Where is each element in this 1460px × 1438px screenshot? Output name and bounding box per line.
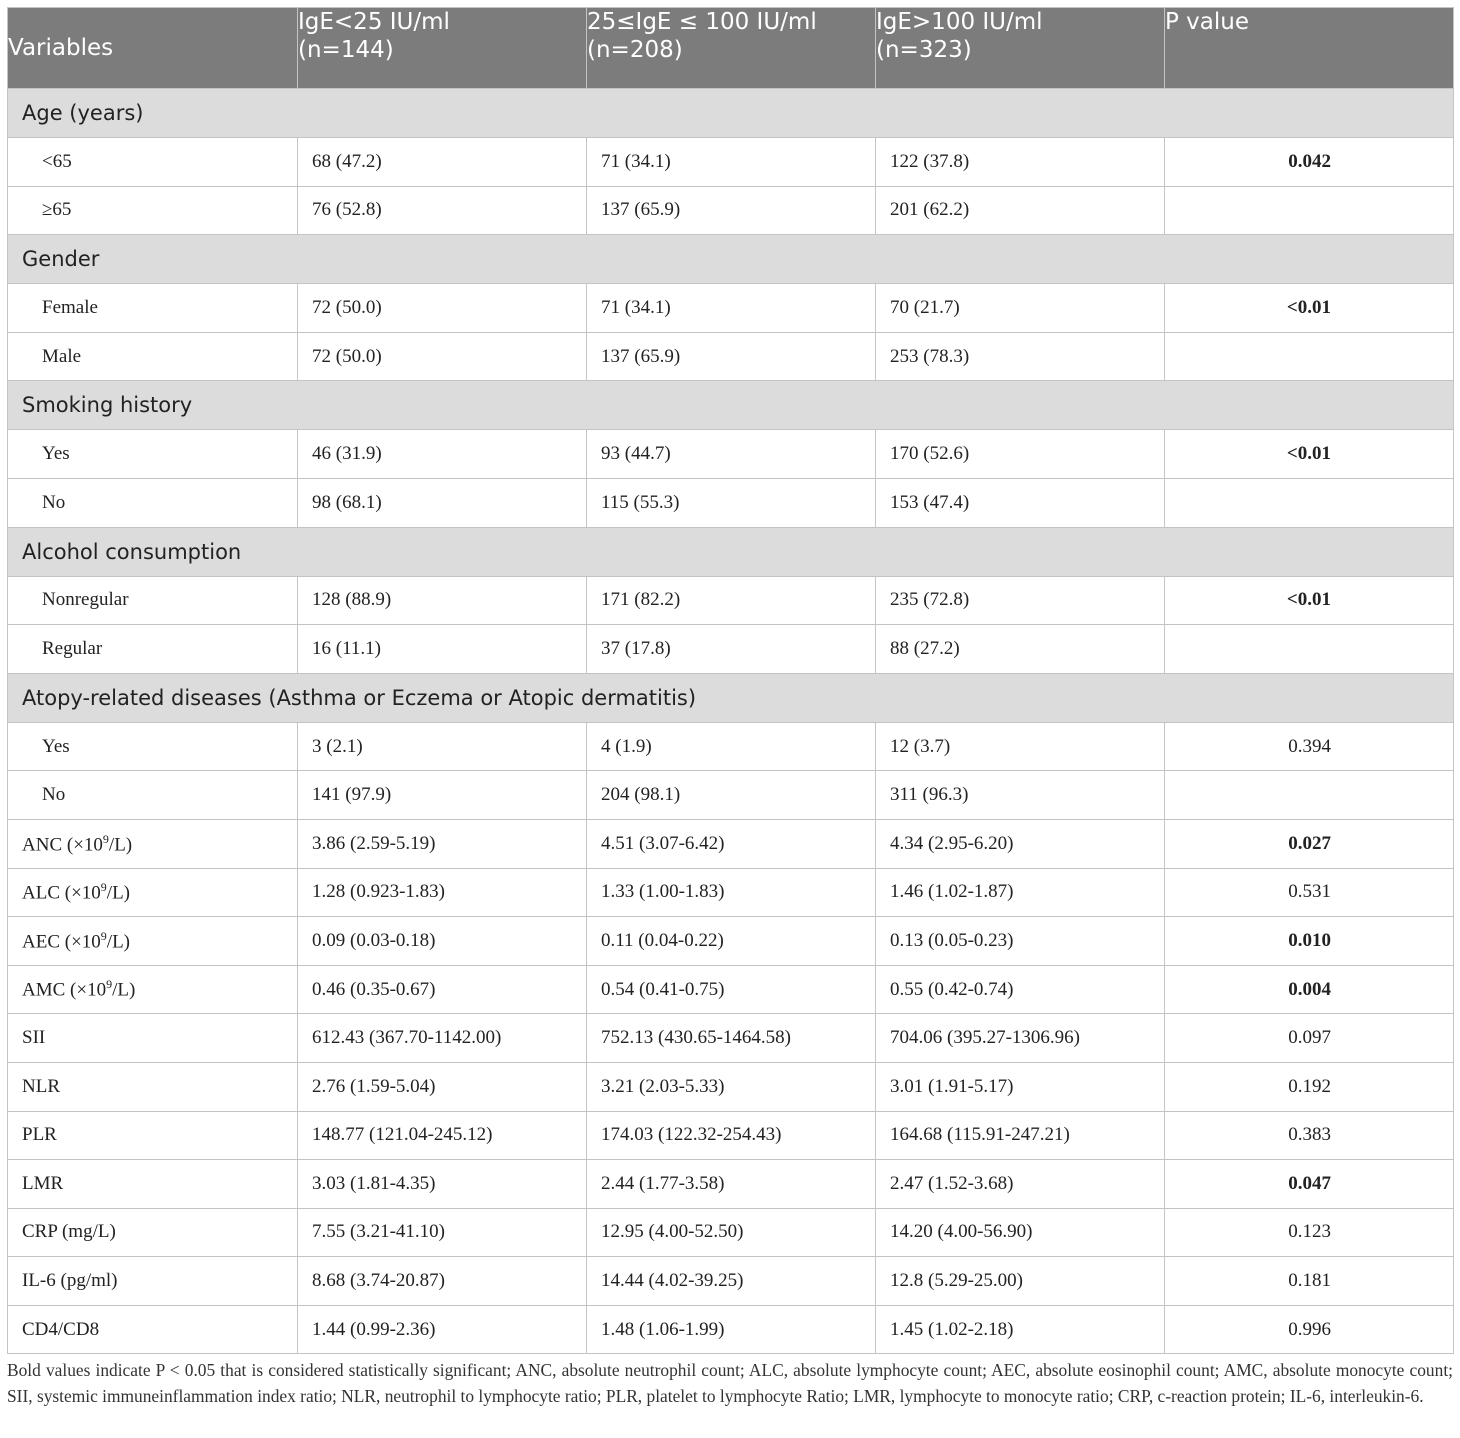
cell-v2: 37 (17.8) <box>587 625 876 674</box>
cell-p-value: <0.01 <box>1165 284 1454 333</box>
cell-v3: 1.45 (1.02-2.18) <box>876 1305 1165 1354</box>
cell-p-value <box>1165 332 1454 381</box>
table-footnote: Bold values indicate P < 0.05 that is considered statistically significant; ANC, absolute neutrophil count; ALC, absolute lymphocyte count; AEC, absolute eosinophil count; AMC, absolute monocyte count; SII, systemic immuneinflammation index ratio; NLR, neutrophil to lymphocyte ratio; PLR, platelet to lymphocyte Ratio; LMR, lymphocyte to monocyte ratio; CRP, c-reaction protein; IL-6, interleukin-6. <box>7 1360 1453 1406</box>
cell-v1: 1.44 (0.99-2.36) <box>298 1305 587 1354</box>
row-label: No <box>8 771 298 820</box>
row-label: ≥65 <box>8 186 298 235</box>
cell-v1: 612.43 (367.70-1142.00) <box>298 1014 587 1063</box>
cell-v3: 14.20 (4.00-56.90) <box>876 1208 1165 1257</box>
section-row <box>8 673 1454 722</box>
cell-v2: 4.51 (3.07-6.42) <box>587 819 876 868</box>
cell-v2: 71 (34.1) <box>587 138 876 187</box>
row-label-exponent: 9 <box>100 880 107 895</box>
row-label <box>8 965 298 1014</box>
cell-v1: 72 (50.0) <box>298 332 587 381</box>
table-row <box>8 186 1454 235</box>
table-row <box>8 1305 1454 1354</box>
table-row <box>8 430 1454 479</box>
table-row <box>8 332 1454 381</box>
row-label: Regular <box>8 625 298 674</box>
row-label-unit: /L) <box>108 833 133 855</box>
table-row <box>8 722 1454 771</box>
table-row <box>8 1014 1454 1063</box>
table-row <box>8 819 1454 868</box>
header-ige-mid-label: 25≤IgE ≤ 100 IU/ml <box>587 9 817 35</box>
row-label: CD4/CD8 <box>8 1305 298 1354</box>
cell-v2: 137 (65.9) <box>587 332 876 381</box>
cell-p-value: 0.042 <box>1165 138 1454 187</box>
row-label-text: ALC (×10 <box>22 882 101 904</box>
table-row <box>8 284 1454 333</box>
row-label-unit: /L) <box>112 979 136 1001</box>
cell-v1: 0.46 (0.35-0.67) <box>298 965 587 1014</box>
cell-v3: 70 (21.7) <box>876 284 1165 333</box>
cell-v2: 4 (1.9) <box>587 722 876 771</box>
table-row <box>8 965 1454 1014</box>
row-label: Yes <box>8 722 298 771</box>
section-label: Alcohol consumption <box>8 527 1454 576</box>
row-label: NLR <box>8 1062 298 1111</box>
table-row <box>8 576 1454 625</box>
cell-v3: 3.01 (1.91-5.17) <box>876 1062 1165 1111</box>
cell-v2: 2.44 (1.77-3.58) <box>587 1160 876 1209</box>
row-label: Female <box>8 284 298 333</box>
cell-p-value <box>1165 625 1454 674</box>
section-row <box>8 527 1454 576</box>
row-label-text: AEC (×10 <box>22 931 101 953</box>
header-row <box>8 8 1454 89</box>
cell-v3: 164.68 (115.91-247.21) <box>876 1111 1165 1160</box>
cell-v3: 1.46 (1.02-1.87) <box>876 868 1165 917</box>
row-label-unit: /L) <box>106 931 131 953</box>
cell-v3: 235 (72.8) <box>876 576 1165 625</box>
cell-v3: 4.34 (2.95-6.20) <box>876 819 1165 868</box>
cell-p-value <box>1165 186 1454 235</box>
cell-p-value: 0.010 <box>1165 917 1454 966</box>
cell-v2: 71 (34.1) <box>587 284 876 333</box>
cell-p-value: 0.047 <box>1165 1160 1454 1209</box>
cell-v2: 0.11 (0.04-0.22) <box>587 917 876 966</box>
header-variables: Variables <box>8 8 298 89</box>
row-label: SII <box>8 1014 298 1063</box>
table-row <box>8 868 1454 917</box>
cell-v3: 0.13 (0.05-0.23) <box>876 917 1165 966</box>
table-row <box>8 771 1454 820</box>
cell-v2: 0.54 (0.41-0.75) <box>587 965 876 1014</box>
row-label-exponent: 9 <box>106 977 113 992</box>
section-row <box>8 235 1454 284</box>
cell-v2: 752.13 (430.65-1464.58) <box>587 1014 876 1063</box>
row-label: LMR <box>8 1160 298 1209</box>
row-label-text: ANC (×10 <box>22 833 103 855</box>
row-label <box>8 917 298 966</box>
section-row <box>8 89 1454 138</box>
cell-v1: 8.68 (3.74-20.87) <box>298 1257 587 1306</box>
header-ige-mid <box>587 8 876 89</box>
cell-v1: 1.28 (0.923-1.83) <box>298 868 587 917</box>
cell-p-value: 0.531 <box>1165 868 1454 917</box>
cell-v3: 201 (62.2) <box>876 186 1165 235</box>
cell-v3: 12 (3.7) <box>876 722 1165 771</box>
header-ige-high <box>876 8 1165 89</box>
cell-v2: 115 (55.3) <box>587 478 876 527</box>
cell-p-value: 0.004 <box>1165 965 1454 1014</box>
data-table <box>7 7 1454 1354</box>
cell-p-value: <0.01 <box>1165 576 1454 625</box>
cell-p-value: 0.383 <box>1165 1111 1454 1160</box>
section-label: Age (years) <box>8 89 1454 138</box>
row-label-text: AMC (×10 <box>22 979 107 1001</box>
cell-p-value <box>1165 771 1454 820</box>
cell-v1: 148.77 (121.04-245.12) <box>298 1111 587 1160</box>
row-label: Nonregular <box>8 576 298 625</box>
section-label: Gender <box>8 235 1454 284</box>
table-row <box>8 478 1454 527</box>
cell-v3: 2.47 (1.52-3.68) <box>876 1160 1165 1209</box>
table-row <box>8 1111 1454 1160</box>
table-row <box>8 625 1454 674</box>
row-label-exponent: 9 <box>102 831 109 846</box>
row-label-exponent: 9 <box>100 928 107 943</box>
row-label: IL-6 (pg/ml) <box>8 1257 298 1306</box>
cell-v1: 16 (11.1) <box>298 625 587 674</box>
cell-v1: 128 (88.9) <box>298 576 587 625</box>
cell-v2: 171 (82.2) <box>587 576 876 625</box>
cell-v2: 1.48 (1.06-1.99) <box>587 1305 876 1354</box>
cell-v1: 98 (68.1) <box>298 478 587 527</box>
cell-v3: 704.06 (395.27-1306.96) <box>876 1014 1165 1063</box>
cell-v2: 3.21 (2.03-5.33) <box>587 1062 876 1111</box>
header-ige-mid-n: (n=208) <box>587 37 683 63</box>
row-label: PLR <box>8 1111 298 1160</box>
cell-v3: 12.8 (5.29-25.00) <box>876 1257 1165 1306</box>
row-label: Yes <box>8 430 298 479</box>
header-ige-low-n: (n=144) <box>298 37 394 63</box>
table-row <box>8 917 1454 966</box>
table-body <box>8 89 1454 1354</box>
cell-v3: 153 (47.4) <box>876 478 1165 527</box>
header-ige-low-label: IgE<25 IU/ml <box>298 9 450 35</box>
row-label-unit: /L) <box>106 882 131 904</box>
cell-v1: 141 (97.9) <box>298 771 587 820</box>
cell-v1: 68 (47.2) <box>298 138 587 187</box>
table-row <box>8 1208 1454 1257</box>
cell-v2: 1.33 (1.00-1.83) <box>587 868 876 917</box>
cell-p-value: 0.996 <box>1165 1305 1454 1354</box>
cell-v3: 311 (96.3) <box>876 771 1165 820</box>
section-label: Smoking history <box>8 381 1454 430</box>
section-label: Atopy-related diseases (Asthma or Eczema or Atopic dermatitis) <box>8 673 1454 722</box>
table-row <box>8 1160 1454 1209</box>
cell-p-value <box>1165 478 1454 527</box>
cell-v3: 122 (37.8) <box>876 138 1165 187</box>
cell-v3: 170 (52.6) <box>876 430 1165 479</box>
cell-v1: 3 (2.1) <box>298 722 587 771</box>
cell-v2: 93 (44.7) <box>587 430 876 479</box>
cell-v2: 137 (65.9) <box>587 186 876 235</box>
cell-v1: 2.76 (1.59-5.04) <box>298 1062 587 1111</box>
header-ige-high-n: (n=323) <box>876 37 972 63</box>
cell-v3: 88 (27.2) <box>876 625 1165 674</box>
row-label: Male <box>8 332 298 381</box>
cell-p-value: 0.181 <box>1165 1257 1454 1306</box>
cell-v3: 253 (78.3) <box>876 332 1165 381</box>
cell-v1: 7.55 (3.21-41.10) <box>298 1208 587 1257</box>
table-row <box>8 138 1454 187</box>
row-label <box>8 868 298 917</box>
cell-p-value: 0.123 <box>1165 1208 1454 1257</box>
cell-v2: 14.44 (4.02-39.25) <box>587 1257 876 1306</box>
cell-v2: 204 (98.1) <box>587 771 876 820</box>
cell-v3: 0.55 (0.42-0.74) <box>876 965 1165 1014</box>
cell-v2: 174.03 (122.32-254.43) <box>587 1111 876 1160</box>
cell-p-value: <0.01 <box>1165 430 1454 479</box>
section-row <box>8 381 1454 430</box>
header-ige-low <box>298 8 587 89</box>
cell-p-value: 0.027 <box>1165 819 1454 868</box>
row-label: CRP (mg/L) <box>8 1208 298 1257</box>
header-ige-high-label: IgE>100 IU/ml <box>876 9 1043 35</box>
cell-v1: 76 (52.8) <box>298 186 587 235</box>
cell-v1: 3.03 (1.81-4.35) <box>298 1160 587 1209</box>
row-label <box>8 819 298 868</box>
cell-p-value: 0.097 <box>1165 1014 1454 1063</box>
header-p-value: P value <box>1165 8 1454 89</box>
cell-v2: 12.95 (4.00-52.50) <box>587 1208 876 1257</box>
cell-v1: 3.86 (2.59-5.19) <box>298 819 587 868</box>
row-label: No <box>8 478 298 527</box>
cell-v1: 0.09 (0.03-0.18) <box>298 917 587 966</box>
cell-p-value: 0.192 <box>1165 1062 1454 1111</box>
row-label: <65 <box>8 138 298 187</box>
table-row <box>8 1257 1454 1306</box>
cell-v1: 46 (31.9) <box>298 430 587 479</box>
cell-v1: 72 (50.0) <box>298 284 587 333</box>
cell-p-value: 0.394 <box>1165 722 1454 771</box>
table-row <box>8 1062 1454 1111</box>
